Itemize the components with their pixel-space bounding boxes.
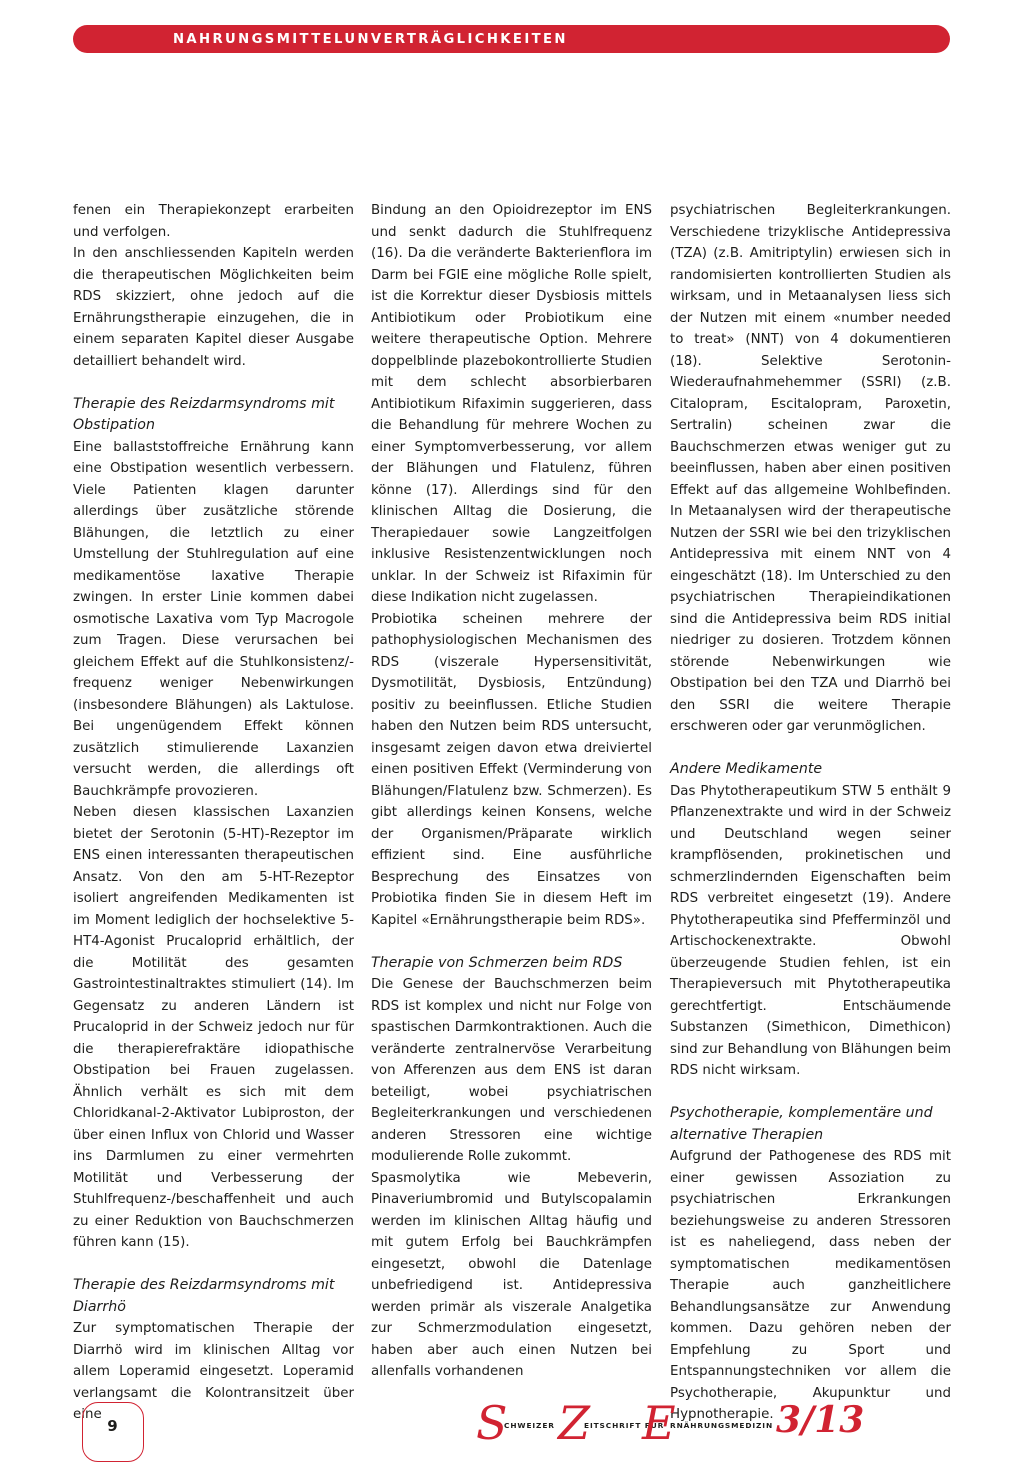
journal-letter-z: Z (558, 1396, 590, 1450)
journal-letter-s: S (476, 1396, 508, 1450)
section-heading: Andere Medikamente (670, 761, 823, 777)
paragraph-spacer (670, 738, 951, 760)
journal-issue: 3/13 (776, 1399, 865, 1441)
body-paragraph: Aufgrund der Pathogenese des RDS mit einer gewissen Assoziation zu psychiatrischen Erkrankungen beziehungsweise zu anderen Stressoren ist es naheliegend, dass neben der symptomatischen medikamentösen Therapie auch ganzheitlichere Behandlungsansätze zur Anwendung kommen. Dazu gehören neben der Empfehlung zu Sport und Entspannungstechniken vor allem die Psychotherapie, Akupunktur und Hypnotherapie. (670, 1149, 951, 1422)
body-paragraph: psychiatrischen Begleiterkrankungen. Verschiedene trizyklische Antidepressiva (TZA) (z.B. Amitriptylin) erwiesen sich in randomisierten kontrollierten Studien als wirksam, und in Metaanalysen liess sich der Nutzen mit einem «number needed to treat» (NNT) von 4 dokumentieren (18). Selektive Serotonin-Wiederaufnahmehemmer (SSRI) (z.B. Citalopram, Escitalopram, Paroxetin, Sertralin) scheinen zwar die Bauchschmerzen etwas weniger gut zu beeinflussen, haben aber einen positiven Effekt auf das allgemeine Wohlbefinden. In Metaanalysen wird der therapeutische Nutzen der SSRI wie bei den trizyklischen Antidepressiva mit einem NNT von 4 eingeschätzt (18). Im Unterschied zu den psychiatrischen Therapieindikationen sind die Antidepressiva beim RDS initial niedriger zu dosieren. Trotzdem können störende Nebenwirkungen wie Obstipation bei den TZA und Diarrhö bei den SSRI die weitere Therapie erschweren oder gar verunmöglichen. (670, 203, 951, 734)
section-heading: Psychotherapie, komplementäre und alternative Therapien (670, 1105, 933, 1143)
body-paragraph: Zur symptomatischen Therapie der Diarrhö wird im klinischen Alltag vor allem Loperamid eingesetzt. Loperamid verlangsamt die Kolontransitzeit über eine (73, 1321, 354, 1422)
article-column-1 (73, 200, 354, 1426)
paragraph-spacer (73, 372, 354, 394)
journal-letter-e: E (642, 1396, 676, 1450)
body-paragraph: Neben diesen klassischen Laxanzien bietet der Serotonin (5-HT)-Rezeptor im ENS einen interessanten therapeutischen Ansatz. Von den am 5-HT-Rezeptor isoliert angreifenden Medikamenten ist im Moment lediglich der hochselektive 5-HT4-Agonist Prucaloprid erhältlich, der die Motilität des gesamten Gastrointestinaltraktes stimuliert (14). Im Gegensatz zu anderen Ländern ist Prucaloprid in der Schweiz jedoch nur für die therapierefraktäre idiopathische Obstipation bei Frauen zugelassen. Ähnlich verhält es sich mit dem Chloridkanal-2-Aktivator Lubiproston, der über einen Influx von Chlorid und Wasser ins Darmlumen zu einer vermehrten Motilität und Verbesserung der Stuhlfrequenz-/beschaffenheit und auch zu einer Reduktion von Bauchschmerzen führen kann (15). (73, 805, 354, 1250)
body-paragraph: In den anschliessenden Kapiteln werden die therapeutischen Möglichkeiten beim RDS skizziert, ohne jedoch auf die Ernährungstherapie einzugehen, die in einem separaten Kapitel dieser Ausgabe detailliert behandelt wird. (73, 246, 354, 369)
paragraph-spacer (670, 1082, 951, 1104)
section-banner (73, 25, 950, 53)
paragraph-spacer (73, 1254, 354, 1276)
section-heading: Therapie des Reizdarmsyndroms mit Obstipation (73, 395, 335, 433)
section-heading: Therapie des Reizdarmsyndroms mit Diarrhö (73, 1277, 335, 1315)
section-heading: Therapie von Schmerzen beim RDS (371, 954, 623, 971)
body-paragraph: Spasmolytika wie Mebeverin, Pinaveriumbromid und Butylscopalamin werden im klinischen Alltag häufig und mit gutem Erfolg bei Bauchkrämpfen eingesetzt, obwohl die Datenlage unbefriedigend ist. Antidepressiva werden primär als viszerale Analgetika zur Schmerzmodulation eingesetzt, haben aber auch einen Nutzen bei allenfalls vorhandenen (371, 1170, 652, 1379)
article-column-3 (670, 200, 951, 1426)
paragraph-spacer (371, 931, 652, 953)
body-paragraph: Die Genese der Bauchschmerzen beim RDS ist komplex und nicht nur Folge von spastischen Darmkontraktionen. Auch die veränderte zentralnervöse Verarbeitung von Afferenzen aus dem ENS ist daran beteiligt, wobei psychiatrischen Begleiterkrankungen und verschiedenen anderen Stressoren eine wichtige modulierende Rolle zukommt. (371, 977, 652, 1164)
body-paragraph: Eine ballaststoffreiche Ernährung kann eine Obstipation wesentlich verbessern. Viele Patienten klagen darunter allerdings über zusätzliche störende Blähungen, die letztlich zu einer Umstellung der Stuhlregulation auf eine medikamentöse laxative Therapie zwingen. In erster Linie kommen dabei osmotische Laxativa vom Typ Macrogole zum Tragen. Diese verursachen bei gleichem Effekt auf die Stuhlkonsistenz/-frequenz weniger Nebenwirkungen (insbesondere Blähungen) als Laktulose. Bei ungenügendem Effekt können zusätzlich stimulierende Laxanzien versucht werden, die allerdings oft Bauchkrämpfe provozieren. (73, 439, 354, 799)
body-paragraph: fenen ein Therapiekonzept erarbeiten und verfolgen. (73, 203, 354, 240)
body-paragraph: Das Phytotherapeutikum STW 5 enthält 9 Pflanzenextrakte und wird in der Schweiz und Deutschland wegen seiner krampflösenden, prokinetischen und schmerzlindernden Eigenschaften beim RDS verbreitet eingesetzt (19). Andere Phytotherapeutika sind Pfefferminzöl und Artischockenextrakte. Obwohl überzeugende Studien fehlen, ist ein Therapieversuch mit Phytotherapeutika gerechtfertigt. Entschäumende Substanzen (Simethicon, Dimethicon) sind zur Behandlung von Blähungen beim RDS nicht wirksam. (670, 783, 951, 1078)
journal-word-zeitschrift: EITSCHRIFT FÜR (584, 1421, 665, 1430)
body-paragraph: Probiotika scheinen mehrere der pathophysiologischen Mechanismen des RDS (viszerale Hypersensitivität, Dysmotilität, Dysbiosis, Entzündung) positiv zu beeinflussen. Etliche Studien haben den Nutzen beim RDS untersucht, insgesamt zeigen davon etwa dreiviertel einen positiven Effekt (Verminderung von Blähungen/Flatulenz bzw. Schmerzen). Es gibt allerdings keinen Konsens, welche der Organismen/Präparate wirklich effizient sind. Eine ausführliche Besprechung des Einsatzes von Probiotika finden Sie in diesem Heft im Kapitel «Ernährungstherapie beim RDS». (371, 611, 652, 928)
journal-word-ernaehrungsmedizin: RNÄHRUNGSMEDIZIN (670, 1421, 774, 1430)
page-number-box (82, 1402, 144, 1462)
journal-logo (476, 1396, 865, 1450)
section-title: NAHRUNGSMITTELUNVERTRÄGLICHKEITEN (173, 32, 568, 47)
page-number: 9 (107, 1417, 118, 1435)
article-column-2 (371, 200, 652, 1383)
journal-word-schweizer: CHWEIZER (504, 1421, 555, 1430)
body-paragraph: Bindung an den Opioidrezeptor im ENS und senkt dadurch die Stuhlfrequenz (16). Da die veränderte Bakterienflora im Darm bei FGIE eine mögliche Rolle spielt, ist die Korrektur dieser Dysbiosis mittels Antibiotikum oder Probiotikum eine weitere therapeutische Option. Mehrere doppelblinde plazebokontrollierte Studien mit dem schlecht absorbierbaren Antibiotikum Rifaximin suggerieren, dass die Behandlung für mehrere Wochen zu einer Symptomverbesserung, vor allem der Blähungen und Flatulenz, führen könne (17). Allerdings sind für den klinischen Alltag die Dosierung, die Therapiedauer sowie Langzeitfolgen inklusive Resistenzentwicklungen noch unklar. In der Schweiz ist Rifaximin für diese Indikation nicht zugelassen. (371, 203, 652, 605)
